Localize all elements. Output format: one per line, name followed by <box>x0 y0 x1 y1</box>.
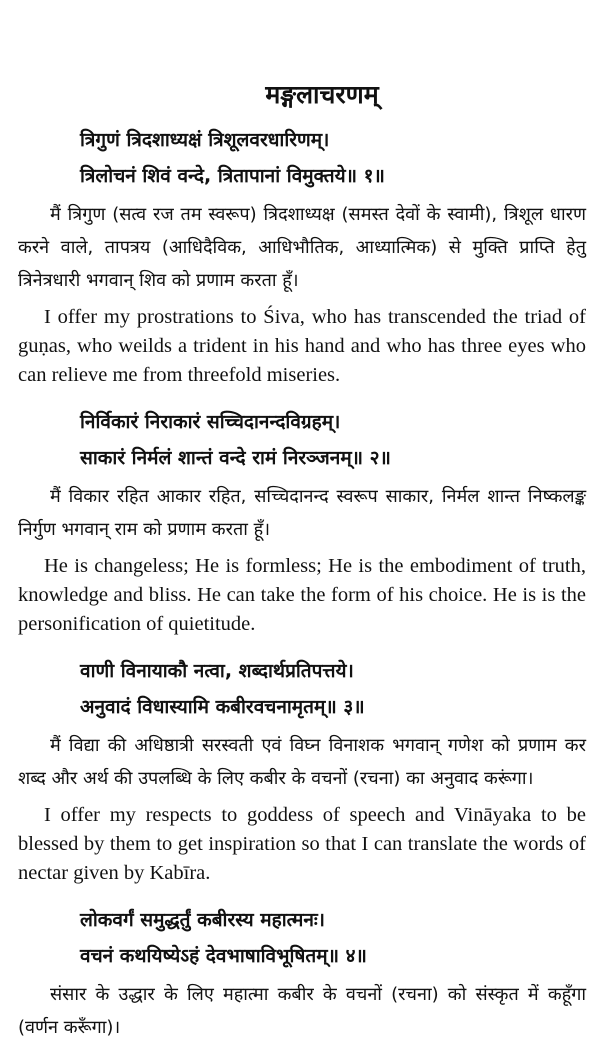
verse-line: लोकवर्गं समुद्धर्तुं कबीरस्य महात्मनः। <box>80 909 325 931</box>
sanskrit-verse-2 <box>18 404 586 476</box>
hindi-translation-4: संसार के उद्धार के लिए महात्मा कबीर के वचनों (रचना) को संस्कृत में कहूँगा (वर्णन करूँगा)। <box>18 984 587 1038</box>
english-translation-3: I offer my respects to goddess of speech and Vināyaka to be blessed by them to get inspiration so that I can translate the words of nectar given by Kabīra. <box>18 804 586 884</box>
verse-line: अनुवादं विधास्यामि कबीरवचनामृतम्॥ ३॥ <box>80 696 365 718</box>
verse-line: त्रिगुणं त्रिदशाध्यक्षं त्रिशूलवरधारिणम्। <box>80 129 330 151</box>
verse-line: वाणी विनायाकौ नत्वा, शब्दार्थप्रतिपत्तये। <box>80 660 354 682</box>
verse-line: निर्विकारं निराकारं सच्चिदानन्दविग्रहम्। <box>80 411 341 433</box>
sanskrit-verse-1 <box>18 122 586 194</box>
hindi-translation-3: मैं विद्या की अधिष्ठात्री सरस्वती एवं विघ्न विनाशक भगवान् गणेश को प्रणाम कर शब्द और अर्थ की उपलब्धि के लिए कबीर के वचनों (रचना) का अनुवाद करूंगा। <box>18 735 586 789</box>
english-translation-2: He is changeless; He is formless; He is the embodiment of truth, knowledge and bliss. He can take the form of his choice. He is is the personification of quietitude. <box>18 555 586 635</box>
hindi-translation-2: मैं विकार रहित आकार रहित, सच्चिदानन्द स्वरूप साकार, निर्मल शान्त निष्कलङ्क निर्गुण भगवान् राम को प्रणाम करता हूँ। <box>18 486 586 540</box>
verse-line: त्रिलोचनं शिवं वन्दे, त्रितापानां विमुक्तये॥ १॥ <box>80 165 385 187</box>
sanskrit-verse-3 <box>18 653 586 725</box>
page-title: मङ्गलाचरणम् <box>265 80 379 109</box>
hindi-translation-1: मैं त्रिगुण (सत्व रज तम स्वरूप) त्रिदशाध्यक्ष (समस्त देवों के स्वामी), त्रिशूल धारण करने वाले, तापत्रय (आधिदैविक, आधिभौतिक, आध्यात्मिक) से मुक्ति प्राप्ति हेतु त्रिनेत्रधारी भगवान् शिव को प्रणाम करता हूँ। <box>18 204 586 291</box>
section-2 <box>18 404 586 639</box>
verse-line: साकारं निर्मलं शान्तं वन्दे रामं निरञ्जनम्॥ २॥ <box>80 447 391 469</box>
verse-line: वचनं कथयिष्येऽहं देवभाषाविभूषितम्॥ ४॥ <box>80 945 367 967</box>
section-4 <box>18 902 586 1044</box>
sanskrit-verse-4 <box>18 902 586 974</box>
english-translation-1: I offer my prostrations to Śiva, who has transcended the triad of guṇas, who weilds a trident in his hand and who has three eyes who can relieve me from threefold miseries. <box>18 306 586 386</box>
section-1 <box>18 122 586 390</box>
section-3 <box>18 653 586 888</box>
